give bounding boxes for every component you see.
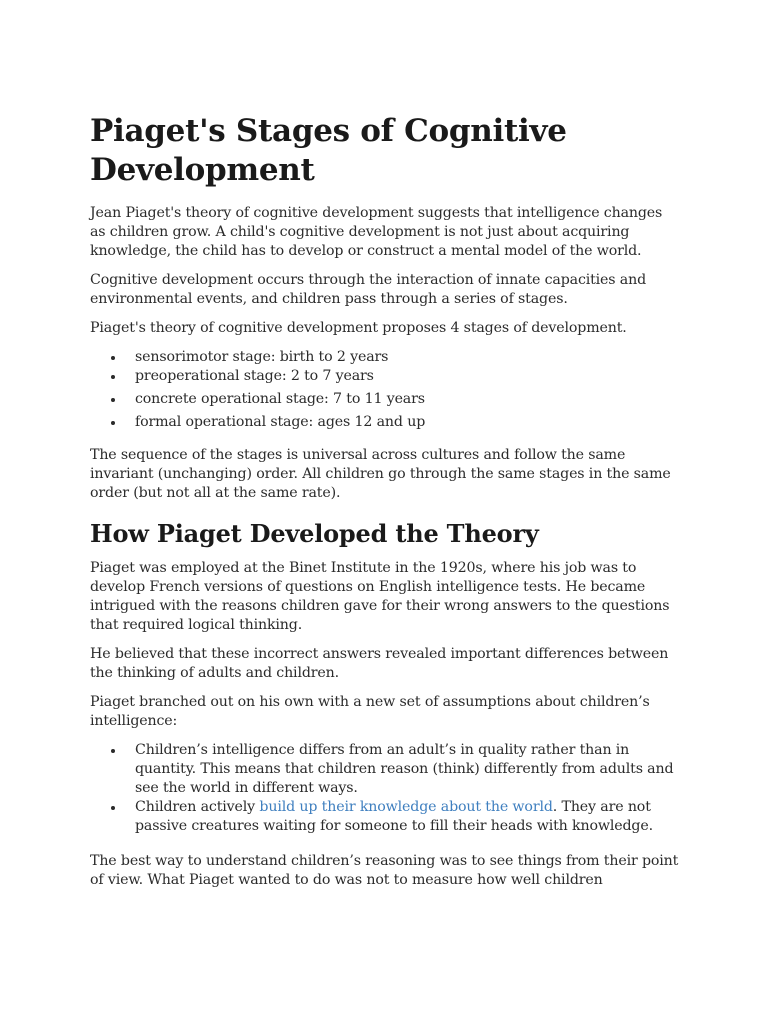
section-paragraph-1: Piaget was employed at the Binet Institute in the 1920s, where his job was to develop French versions of questions on English intelligence tests. He became intrigued with the reasons children gave for their wrong answers to the questions that required logical thinking. [90,560,670,633]
list-item: concrete operational stage: 7 to 11 years [135,390,680,409]
sequence-paragraph: The sequence of the stages is universal across cultures and follow the same invariant (unchanging) order. All children go through the same stages in the same order (but not all at the same rate). [90,447,671,501]
section-paragraph-3: Piaget branched out on his own with a new set of assumptions about children’s intelligence: [90,694,650,729]
list-item: Children’s intelligence differs from an adult’s in quality rather than in quantity. This means that children reason (think) differently from adults and see the world in different ways. [135,741,680,798]
page-title: Piaget's Stages of Cognitive Development [90,113,567,188]
knowledge-link[interactable]: build up their knowledge about the world [259,799,553,815]
list-item-text: Children actively [135,799,260,815]
list-item: preoperational stage: 2 to 7 years [135,367,680,386]
closing-paragraph: The best way to understand children’s reasoning was to see things from their point of view. What Piaget wanted to do was not to measure how well children [90,853,679,888]
intro-paragraph-2: Cognitive development occurs through the interaction of innate capacities and environmental events, and children pass through a series of stages. [90,272,647,307]
stages-list [90,348,680,432]
list-item-text: . They are not passive creatures waiting for someone to fill their heads with knowledge. [135,799,653,834]
section-heading: How Piaget Developed the Theory [90,519,539,548]
intro-paragraph-3: Piaget's theory of cognitive development proposes 4 stages of development. [90,320,627,336]
list-item: sensorimotor stage: birth to 2 years [135,348,680,367]
assumptions-list [90,741,680,836]
list-item [135,798,680,836]
intro-paragraph-1: Jean Piaget's theory of cognitive development suggests that intelligence changes as children grow. A child's cognitive development is not just about acquiring knowledge, the child has to develop or construct a mental model of the world. [90,205,663,259]
document-page [90,112,680,900]
list-item: formal operational stage: ages 12 and up [135,413,680,432]
section-paragraph-2: He believed that these incorrect answers revealed important differences between the thinking of adults and children. [90,646,669,681]
